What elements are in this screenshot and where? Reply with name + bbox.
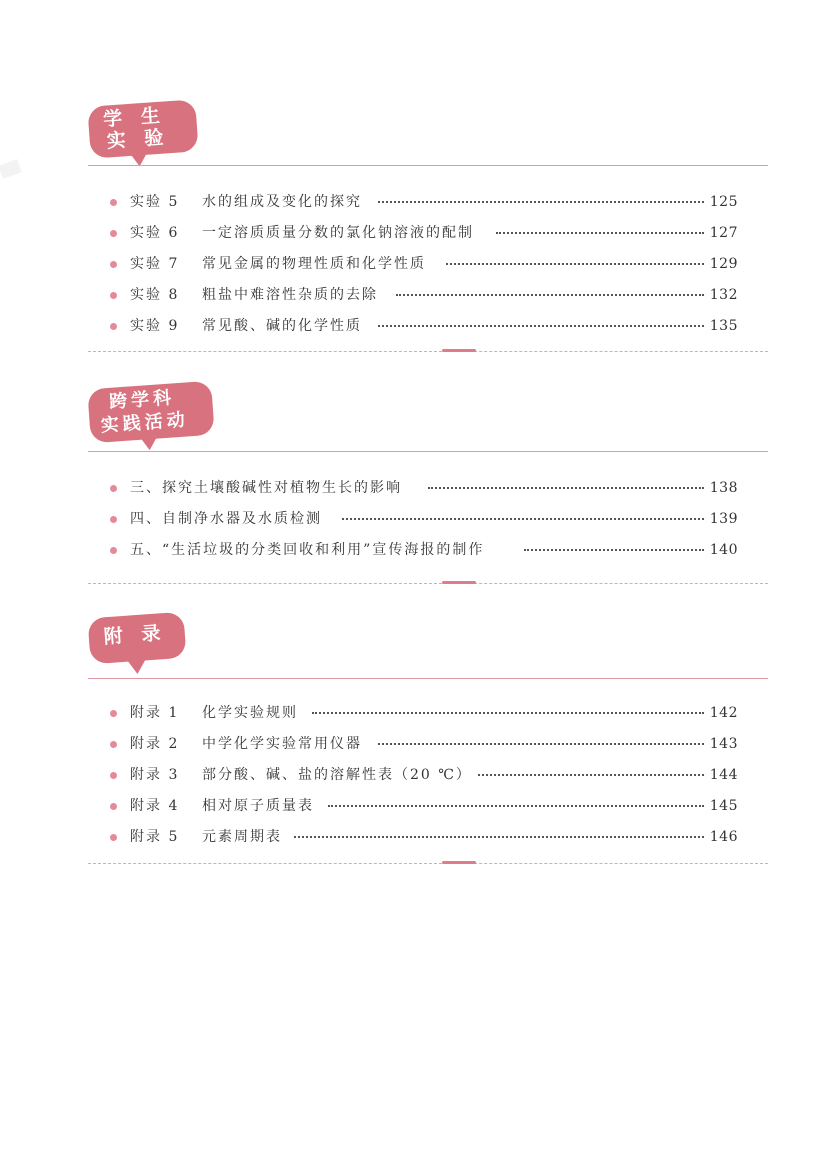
divider-mark [442,349,476,352]
badge-line-1: 学 生 [102,104,167,131]
toc-entry[interactable] [88,284,738,306]
dot-leader [478,774,704,776]
entry-page: 135 [709,318,738,334]
entry-title: 粗盐中难溶性杂质的去除 [202,287,378,303]
section-divider [88,583,768,584]
dot-leader [342,518,704,520]
entry-page: 132 [709,287,738,303]
toc-entry[interactable] [88,795,738,817]
practice-badge [88,382,213,442]
dot-leader [378,325,704,327]
entry-label: 附录 5 [130,829,180,845]
entry-title: 中学化学实验常用仪器 [202,736,362,752]
entry-title: 化学实验规则 [202,705,298,721]
badge-tail [128,659,147,674]
entry-label: 附录 3 [130,767,180,783]
badge-line-2: 实践活动 [100,409,190,437]
entry-label: 实验 7 [130,256,180,272]
appendix-section [88,612,768,872]
entry-page: 129 [709,256,738,272]
entry-page: 139 [709,511,738,527]
divider-mark [442,861,476,864]
entry-title: 一定溶质质量分数的氯化钠溶液的配制 [202,225,474,241]
divider-mark [442,581,476,584]
entry-label: 附录 1 [130,705,180,721]
bullet-icon [110,485,117,492]
entry-title: 五、“生活垃圾的分类回收和利用”宣传海报的制作 [130,542,485,558]
bullet-icon [110,803,117,810]
section-rule [88,451,768,452]
entry-label: 附录 2 [130,736,180,752]
bullet-icon [110,292,117,299]
entry-page: 146 [709,829,738,845]
section-divider [88,351,768,352]
entry-page: 125 [709,194,738,210]
toc-entry[interactable] [88,702,738,724]
bullet-icon [110,199,117,206]
entry-page: 138 [709,480,738,496]
bullet-icon [110,261,117,268]
entry-title: 四、自制净水器及水质检测 [130,511,322,527]
toc-entry[interactable] [88,764,738,786]
toc-entry[interactable] [88,477,738,499]
entry-title: 水的组成及变化的探究 [202,194,362,210]
bullet-icon [110,834,117,841]
bullet-icon [110,710,117,717]
section-divider [88,863,768,864]
entry-title: 元素周期表 [202,829,282,845]
entry-label: 实验 9 [130,318,180,334]
students-experiments-section [88,100,768,360]
dot-leader [524,549,704,551]
bullet-icon [110,516,117,523]
dot-leader [428,487,704,489]
dot-leader [446,263,704,265]
dot-leader [396,294,704,296]
entry-title: 相对原子质量表 [202,798,314,814]
dot-leader [378,743,704,745]
entry-title: 部分酸、碱、盐的溶解性表（20 ℃） [202,767,472,783]
badge-line-1: 附 录 [103,621,168,649]
appendix-badge [89,613,186,663]
entry-page: 142 [709,705,738,721]
bullet-icon [110,323,117,330]
entry-title: 三、探究土壤酸碱性对植物生长的影响 [130,480,402,496]
entry-page: 140 [709,542,738,558]
dot-leader [378,201,704,203]
bullet-icon [110,772,117,779]
bullet-icon [110,547,117,554]
entry-title: 常见金属的物理性质和化学性质 [202,256,426,272]
students-experiments-badge [88,100,197,157]
toc-entry[interactable] [88,826,738,848]
toc-entry[interactable] [88,508,738,530]
entry-page: 127 [709,225,738,241]
toc-entry[interactable] [88,191,738,213]
bullet-icon [110,230,117,237]
dot-leader [496,232,704,234]
page-corner-mark [0,159,22,179]
dot-leader [328,805,704,807]
entry-label: 实验 5 [130,194,180,210]
badge-line-2: 实 验 [106,126,171,153]
dot-leader [312,712,704,714]
section-rule [88,165,768,166]
badge-tail [140,436,159,451]
section-rule [88,678,768,679]
dot-leader [294,836,704,838]
toc-entry[interactable] [88,222,738,244]
entry-title: 常见酸、碱的化学性质 [202,318,362,334]
toc-entry[interactable] [88,253,738,275]
bullet-icon [110,741,117,748]
entry-label: 附录 4 [130,798,180,814]
entry-page: 145 [709,798,738,814]
badge-line-1: 跨学科 [108,387,176,413]
toc-entry[interactable] [88,539,738,561]
entry-page: 143 [709,736,738,752]
entry-label: 实验 6 [130,225,180,241]
entry-label: 实验 8 [130,287,180,303]
toc-entry[interactable] [88,733,738,755]
entry-page: 144 [709,767,738,783]
interdisciplinary-practice-section [88,378,768,590]
toc-entry[interactable] [88,315,738,337]
